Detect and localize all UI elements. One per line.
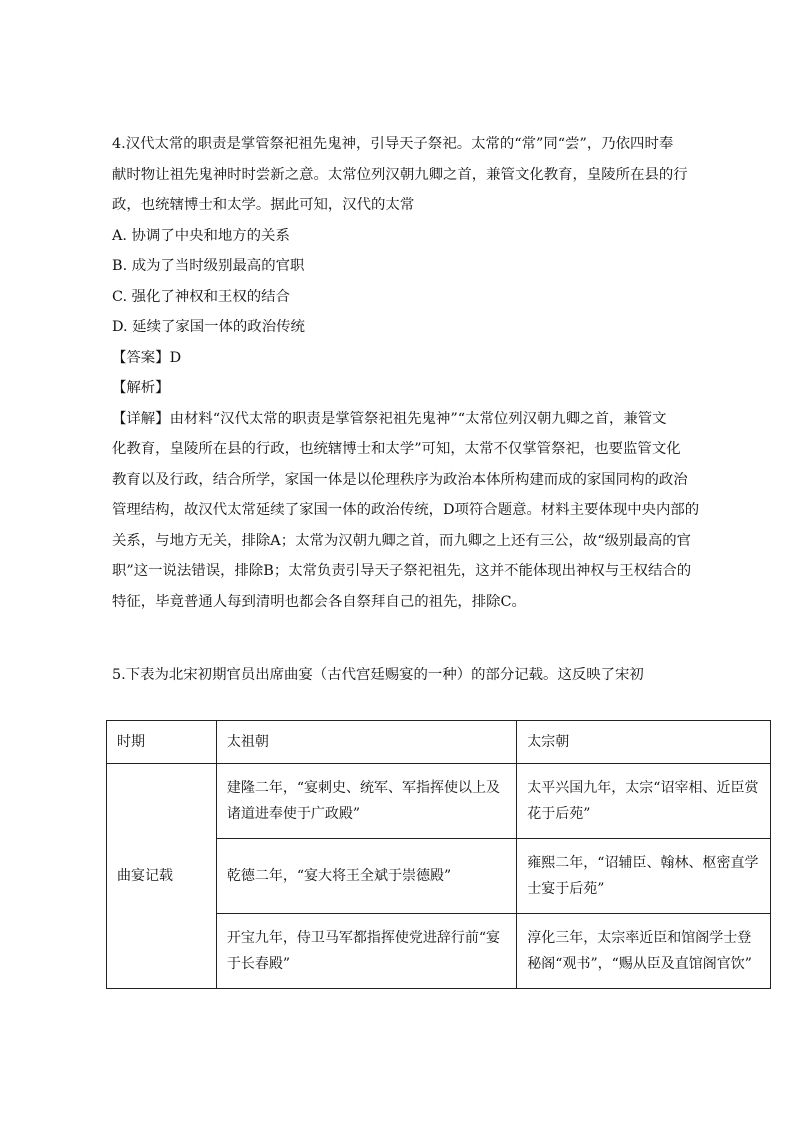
table-header-row xyxy=(107,721,771,764)
option-b: B. 成为了当时级别最高的官职 xyxy=(112,258,305,274)
detail-line: 特征，毕竟普通人每到清明也都会各自祭拜自己的祖先，排除C。 xyxy=(112,593,526,610)
option-d: D. 延续了家国一体的政治传统 xyxy=(112,319,305,335)
table-cell: 淳化三年，太宗率近臣和馆阁学士登秘阁“观书”，“赐从臣及直馆阁官饮” xyxy=(517,914,771,989)
row-label-banquet-records: 曲宴记载 xyxy=(107,764,217,989)
option-c: C. 强化了神权和王权的结合 xyxy=(112,288,290,305)
question-4-stem-line: 政，也统辖博士和太学。据此可知，汉代的太常 xyxy=(112,197,415,213)
detail-line: 【详解】由材料“汉代太常的职责是掌管祭祀祖先鬼神”“太常位列汉朝九卿之首，兼管文 xyxy=(112,410,667,427)
table-cell: 太平兴国九年，太宗“诏宰相、近臣赏花于后苑” xyxy=(517,764,771,839)
records-table xyxy=(106,720,771,989)
header-period: 时期 xyxy=(107,721,217,764)
analysis-label: 【解析】 xyxy=(112,380,170,396)
detail-line: 职”这一说法错误，排除B；太常负责引导天子祭祀祖先，这并不能体现出神权与王权结合的 xyxy=(112,563,692,579)
answer-line: 【答案】D xyxy=(112,349,182,366)
detail-line: 教育以及行政，结合所学，家国一体是以伦理秩序为政治本体所构建而成的家国同构的政治 xyxy=(112,471,688,488)
table-cell: 乾德二年，“宴大将王全斌于崇德殿” xyxy=(216,839,516,914)
detail-line: 关系，与地方无关，排除A；太常为汉朝九卿之首，而九卿之上还有三公，故“级别最高的官 xyxy=(112,532,691,549)
detail-line: 管理结构，故汉代太常延续了家国一体的政治传统，D项符合题意。材料主要体现中央内部的 xyxy=(112,502,700,518)
table-cell: 建隆二年，“宴刺史、统军、军指挥使以上及诸道进奉使于广政殿” xyxy=(216,764,516,839)
question-4-stem-line: 4.汉代太常的职责是掌管祭祀祖先鬼神，引导天子祭祀。太常的“常”同“尝”，乃依四时奉 xyxy=(112,136,674,152)
question-4 xyxy=(112,129,700,617)
header-taizu: 太祖朝 xyxy=(216,721,516,764)
table-cell: 开宝九年，侍卫马军都指挥使党进辞行前“宴于长春殿” xyxy=(216,914,516,989)
table-cell: 雍熙二年，“诏辅臣、翰林、枢密直学士宴于后苑” xyxy=(517,839,771,914)
question-5-stem: 5.下表为北宋初期官员出席曲宴（古代宫廷赐宴的一种）的部分记载。这反映了宋初 xyxy=(112,667,644,683)
question-4-stem-line: 献时物让祖先鬼神时时尝新之意。太常位列汉朝九卿之首，兼管文化教育，皇陵所在县的行 xyxy=(112,166,688,183)
header-taizong: 太宗朝 xyxy=(517,721,771,764)
table-row xyxy=(107,764,771,839)
option-a: A. 协调了中央和地方的关系 xyxy=(112,227,290,244)
detail-line: 化教育，皇陵所在县的行政，也统辖博士和太学”可知，太常不仅掌管祭祀，也要监管文化 xyxy=(112,441,681,457)
